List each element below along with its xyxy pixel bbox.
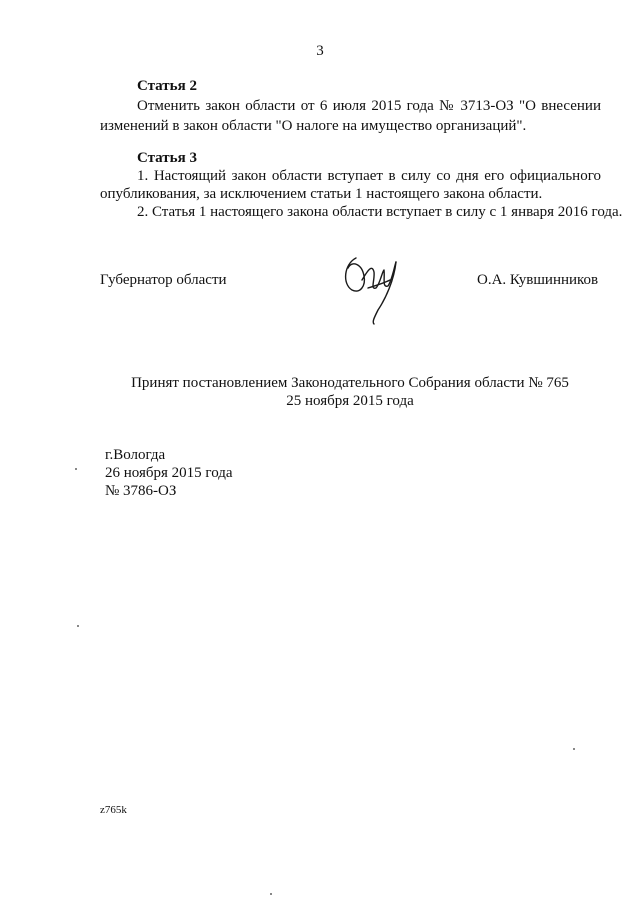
scan-speck [77, 625, 79, 627]
article-2-line-2: изменений в закон области "О налоге на имущество организаций". [100, 118, 527, 134]
article-3-paragraph-1-line-1: 1. Настоящий закон области вступает в силу со дня его официального [137, 168, 601, 184]
article-3-heading: Статья 3 [137, 150, 197, 166]
city: г.Вологда [105, 447, 166, 463]
document-code: z765k [100, 804, 127, 816]
scan-speck [573, 748, 575, 750]
handwritten-signature [338, 250, 408, 330]
adoption-line-2: 25 ноября 2015 года [286, 393, 414, 409]
page-number: 3 [316, 43, 324, 59]
governor-name: О.А. Кувшинников [477, 272, 599, 288]
article-2-line-1: Отменить закон области от 6 июля 2015 года № 3713-ОЗ "О внесении [137, 98, 601, 114]
article-3-paragraph-2: 2. Статья 1 настоящего закона области вступает в силу с 1 января 2016 года. [137, 204, 623, 220]
scan-speck [270, 893, 272, 895]
article-2-heading: Статья 2 [137, 78, 197, 94]
article-3-paragraph-1-line-2: опубликования, за исключением статьи 1 настоящего закона области. [100, 186, 543, 202]
signature-icon [338, 250, 408, 330]
scan-speck [75, 468, 77, 470]
signing-date: 26 ноября 2015 года [105, 465, 233, 481]
adoption-line-1: Принят постановлением Законодательного Собрания области № 765 [131, 375, 569, 391]
law-number: № 3786-ОЗ [105, 483, 177, 499]
governor-title: Губернатор области [100, 272, 227, 288]
